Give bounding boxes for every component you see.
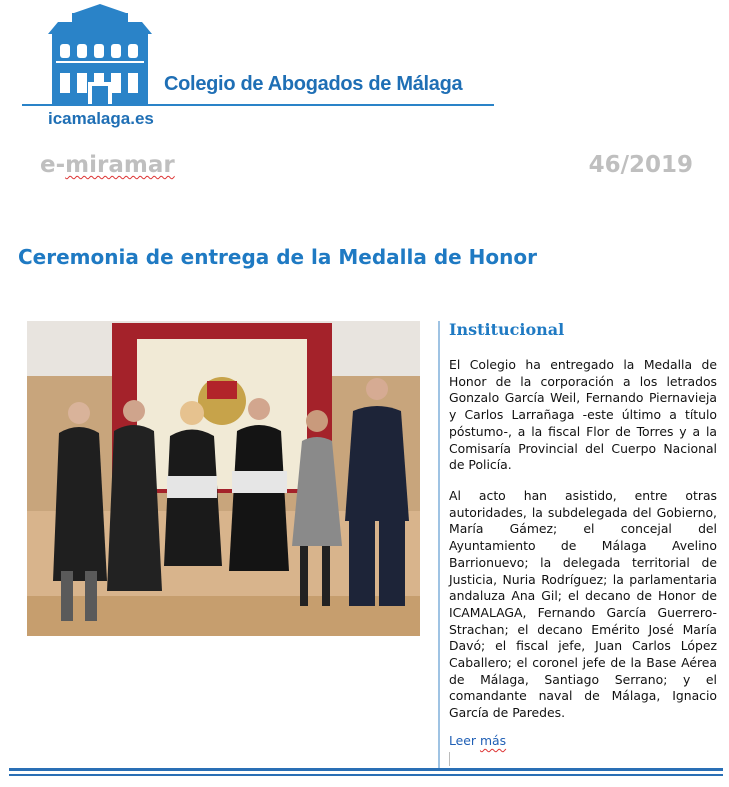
logo-underline xyxy=(22,104,494,106)
read-more-link[interactable] xyxy=(449,733,506,748)
ceremony-photo xyxy=(27,321,420,636)
article-paragraph-1: El Colegio ha entregado la Medalla de Honor de la corporación a los letrados Gonzalo García Weil, Fernando Piernavieja y Carlos Larrañaga -este último a título póstumo-, a la fiscal Flor de Torres y a la Comisaría Provincial del Cuerpo Nacional de Policía. xyxy=(449,357,717,473)
newsletter-name-rest: miramar xyxy=(65,152,175,178)
footer-rule-bottom xyxy=(9,774,723,776)
article-title: Ceremonia de entrega de la Medalla de Honor xyxy=(18,245,537,269)
read-more-rest: más xyxy=(479,733,507,748)
read-more-prefix: Leer xyxy=(449,733,480,748)
newsletter-issue: 46/2019 xyxy=(588,152,693,178)
newsletter-name-prefix: e- xyxy=(40,152,66,178)
newsletter-name xyxy=(40,152,175,178)
building-icon xyxy=(48,4,152,106)
column-divider xyxy=(438,321,440,768)
footer-rule-top xyxy=(9,768,723,771)
org-name: Colegio de Abogados de Málaga xyxy=(164,73,463,95)
org-domain[interactable]: icamalaga.es xyxy=(48,109,154,128)
cursor-mark xyxy=(449,752,450,766)
section-label: Institucional xyxy=(449,320,565,339)
article-paragraph-2: Al acto han asistido, entre otras autoridades, la subdelegada del Gobierno, María Gámez; el concejal del Ayuntamiento de Málaga Avelino Barrionuevo; la delegada territorial de Justicia, Nuria Rodríguez; la parlamentaria andaluza Ana Gil; el decano de Honor de ICAMALAGA, Fernando García Guerrero-Strachan; el decano Emérito José María Davó; el fiscal jefe, Juan Carlos López Caballero; el coronel jefe de la Base Aérea de Málaga, Santiago Serrano; y el comandante naval de Málaga, Ignacio García de Paredes. xyxy=(449,488,717,721)
